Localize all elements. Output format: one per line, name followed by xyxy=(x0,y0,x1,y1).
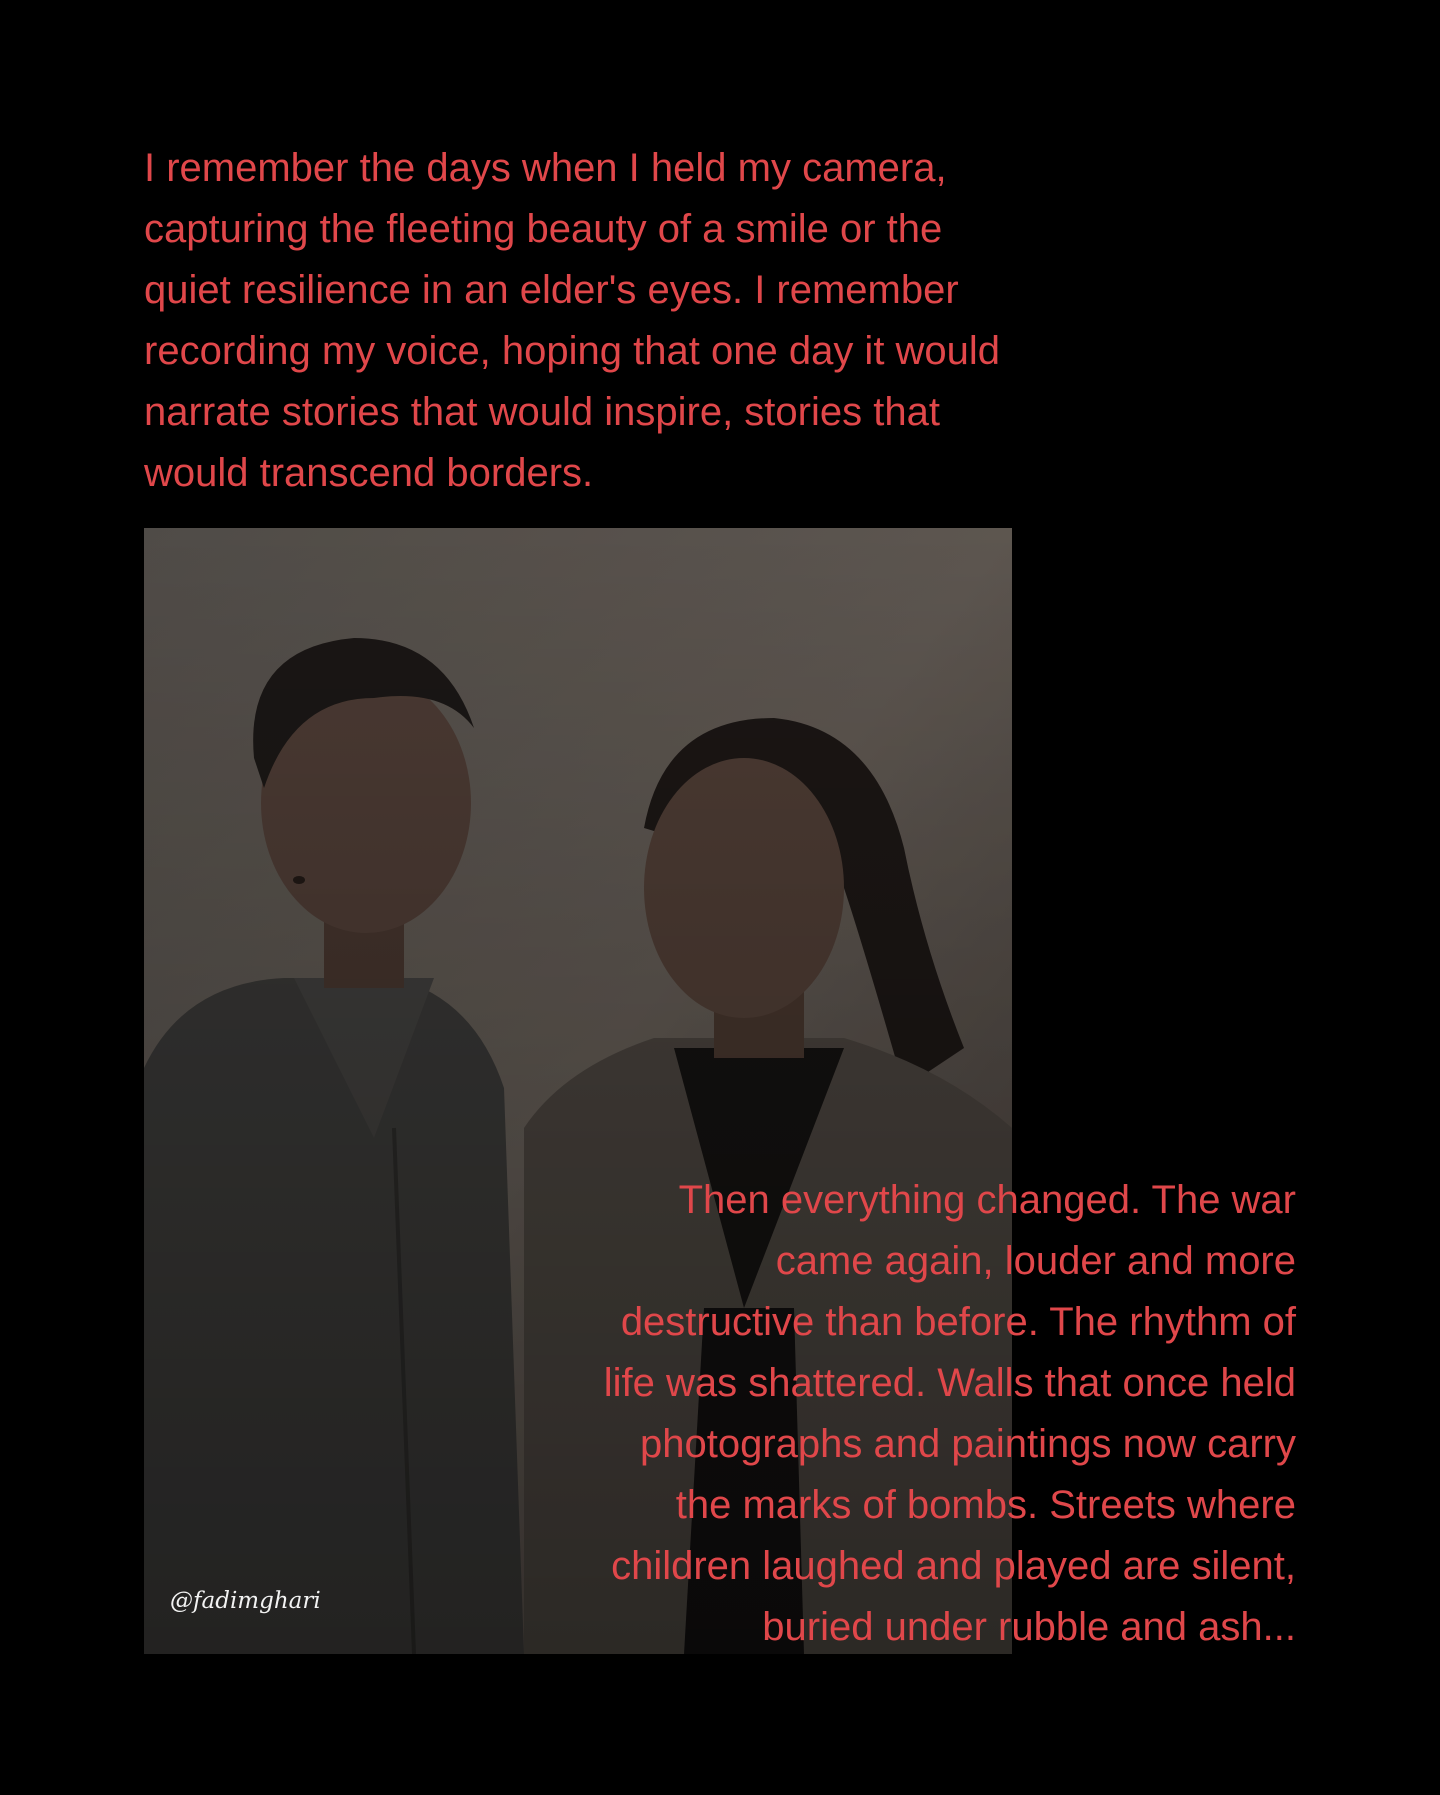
photo-watermark: @fadimghari xyxy=(170,1588,321,1614)
intro-paragraph: I remember the days when I held my camera, capturing the fleeting beauty of a smile or the quiet resilience in an elder's eyes. I remember recording my voice, hoping that one day it would narrate stories that would inspire, stories that would transcend borders. xyxy=(144,146,1001,495)
outro-paragraph: Then everything changed. The war came again, louder and more destructive than before. The rhythm of life was shattered. Walls that once held photographs and paintings now carry the marks of bombs. Streets where children laughed and played are silent, buried under rubble and ash... xyxy=(603,1178,1296,1649)
